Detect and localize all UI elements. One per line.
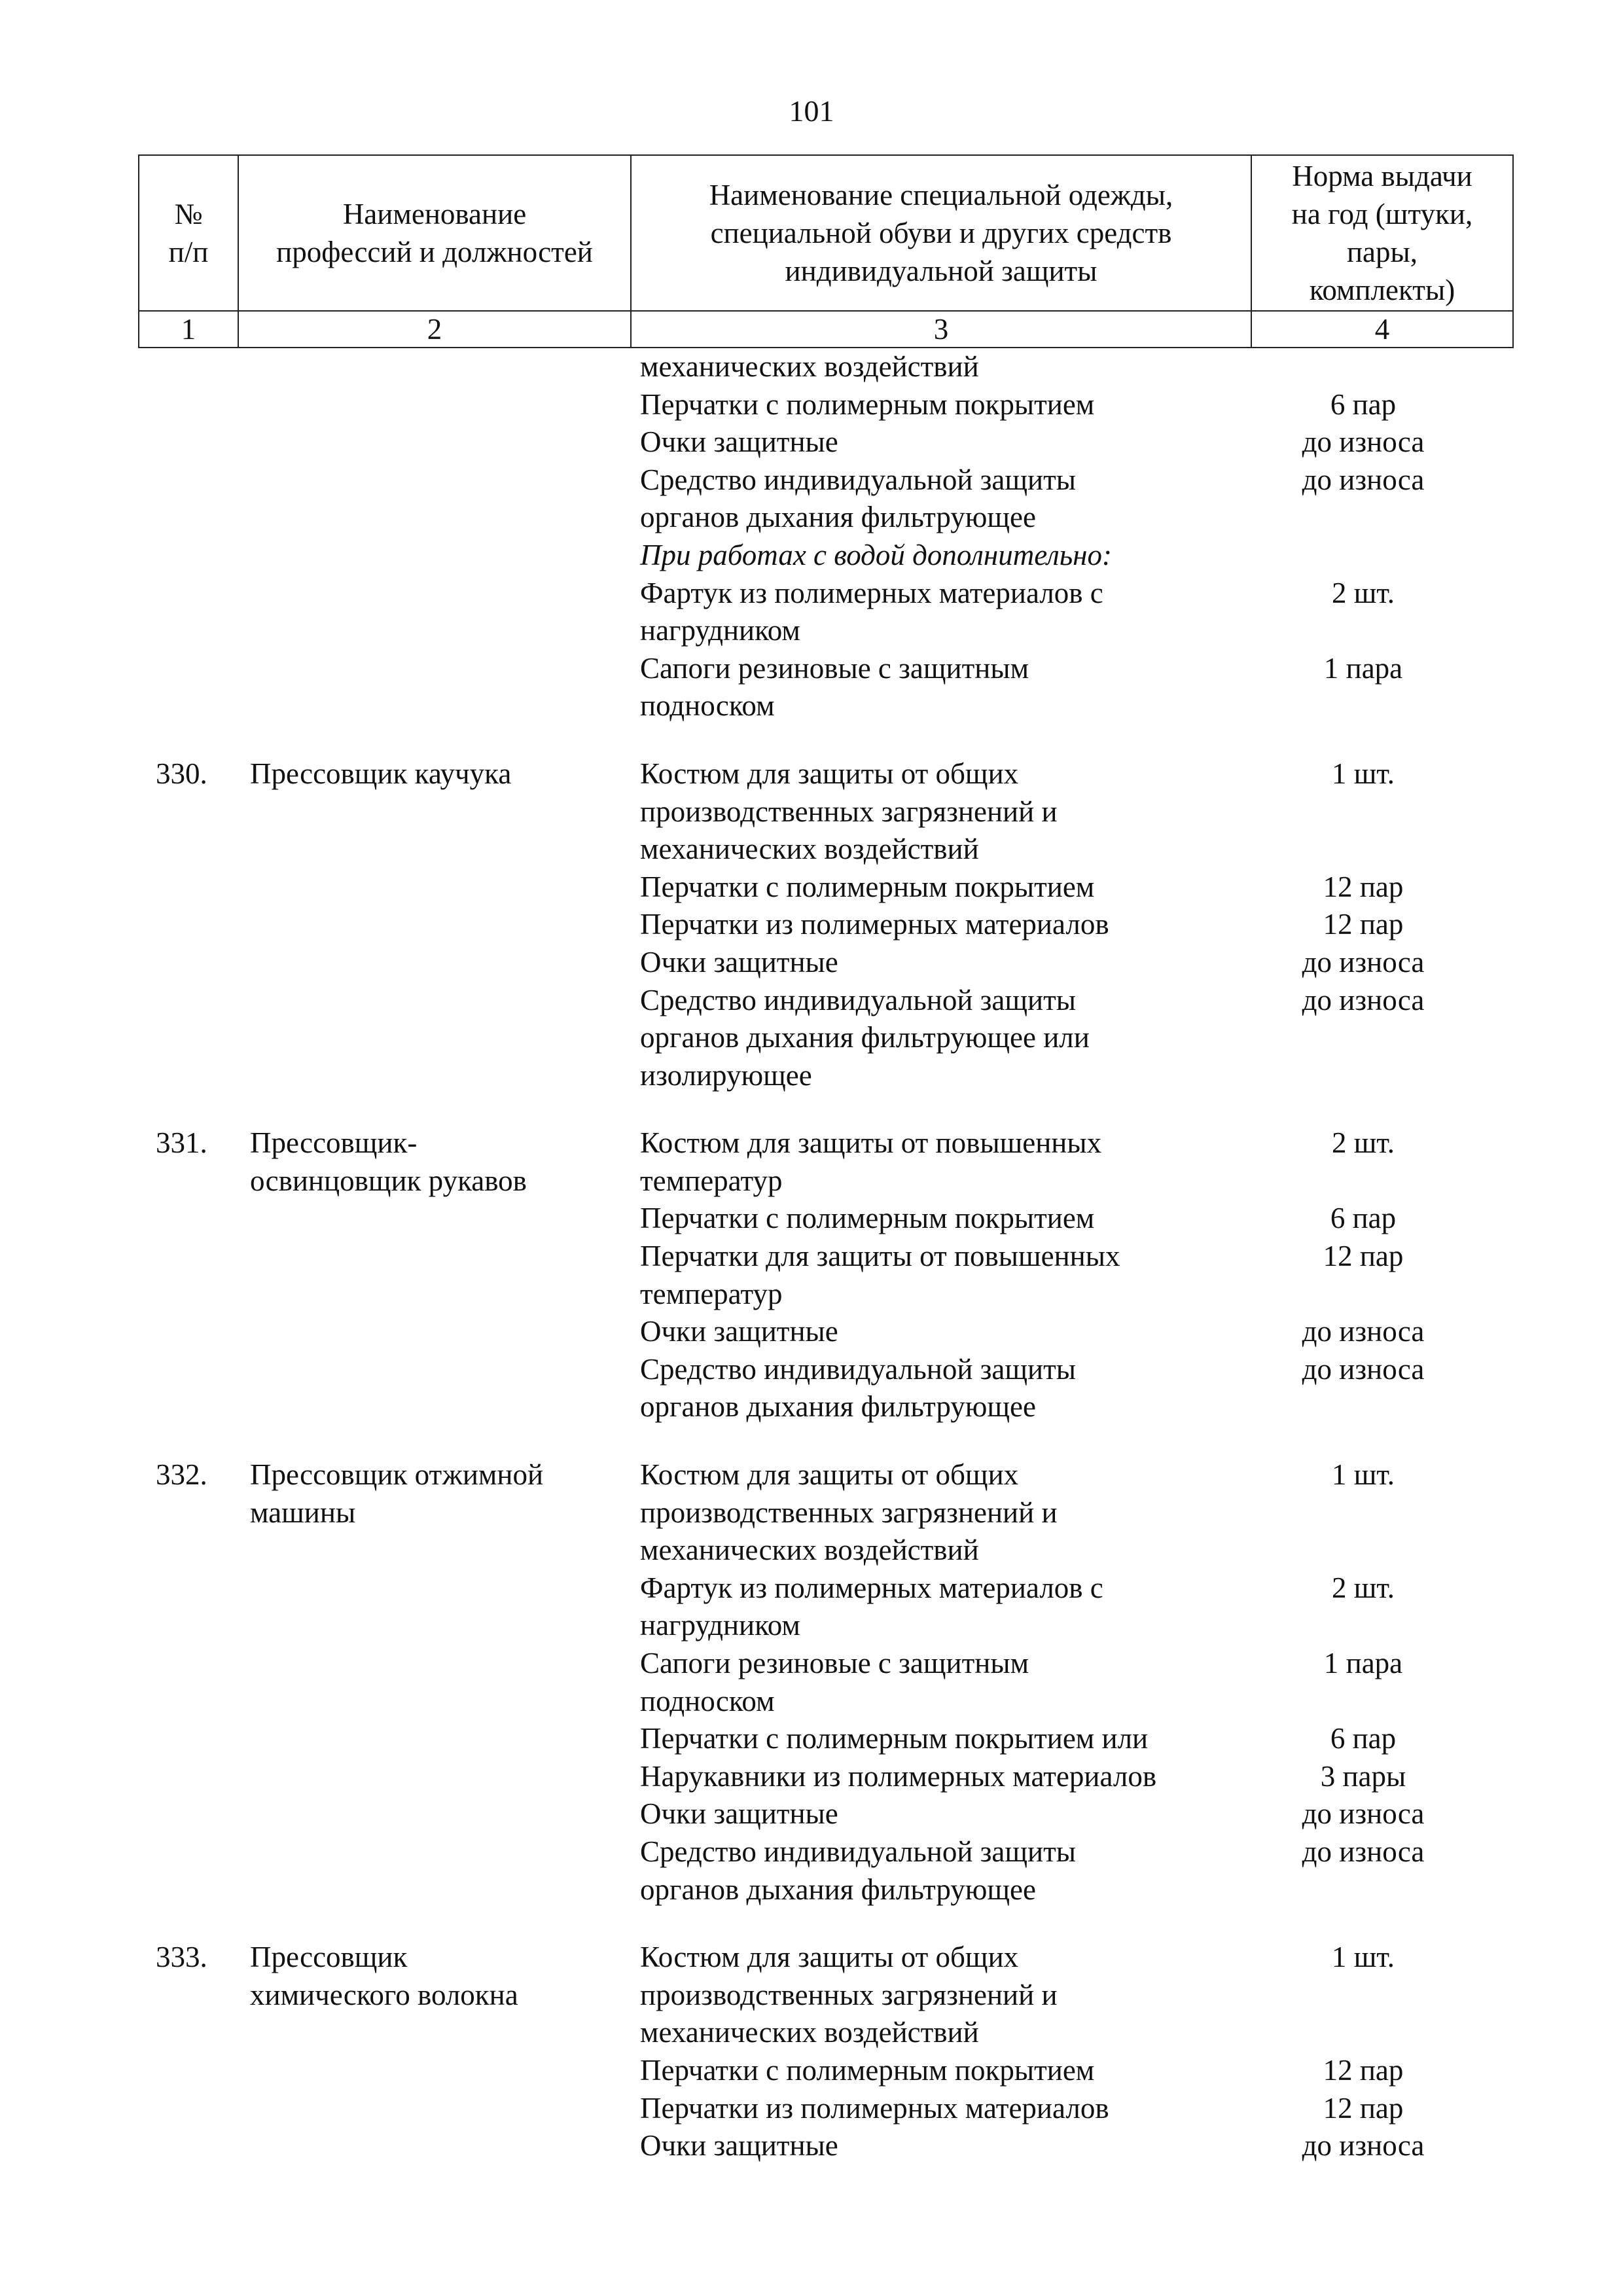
- issue-norm: 12 пар: [1323, 2053, 1404, 2087]
- equipment-list: [640, 755, 1623, 1094]
- issue-norm: 1 шт.: [1332, 1941, 1395, 1974]
- equipment-item: [640, 1758, 1478, 1796]
- table-body: [0, 348, 1623, 2165]
- issue-norm: [1249, 348, 1478, 386]
- equipment-item: [640, 755, 1478, 869]
- issue-norm: до износа: [1302, 1797, 1425, 1831]
- header-text-line: на год (штуки,: [1291, 198, 1473, 230]
- equipment-name: [640, 944, 1249, 982]
- equipment-name: [640, 982, 1249, 1095]
- issue-norm: 2 шт.: [1332, 576, 1395, 609]
- issue-norm: до износа: [1302, 2129, 1425, 2162]
- issue-norm: 1 пара: [1323, 1647, 1403, 1679]
- header-text-line: Норма выдачи: [1292, 160, 1472, 192]
- equipment-name-line: производственных загрязнений и: [640, 1496, 1058, 1529]
- equipment-name-line: Сапоги резиновые с защитным: [640, 1647, 1029, 1679]
- equipment-item: [640, 1200, 1478, 1238]
- column-number: 1: [139, 311, 238, 348]
- issue-norm: 2 шт.: [1332, 1571, 1395, 1604]
- equipment-item: [640, 1124, 1478, 1200]
- issue-norm: до износа: [1302, 1835, 1425, 1868]
- equipment-name-line: Очки защитные: [640, 425, 838, 459]
- equipment-item: [640, 1313, 1478, 1351]
- equipment-item: [640, 1833, 1478, 1909]
- header-text-line: специальной обуви и других средств: [710, 217, 1172, 249]
- issue-norm: до износа: [1302, 983, 1425, 1016]
- issue-norm: 12 пар: [1323, 1240, 1404, 1273]
- equipment-name-line: Костюм для защиты от общих: [640, 1941, 1019, 1974]
- equipment-name: [640, 1124, 1249, 1200]
- equipment-name: [640, 423, 1249, 461]
- header-text-line: комплекты): [1309, 274, 1455, 306]
- equipment-name: [640, 1351, 1249, 1426]
- page-number: 101: [789, 94, 834, 128]
- table-row: [0, 755, 1623, 1094]
- equipment-item: [640, 2052, 1478, 2090]
- equipment-name: [640, 348, 1249, 386]
- equipment-name-line: механических воздействий: [640, 1534, 979, 1567]
- equipment-name-line: Средство индивидуальной защиты: [640, 1835, 1077, 1868]
- equipment-name-line: Средство индивидуальной защиты: [640, 1352, 1077, 1386]
- column-number: 4: [1251, 311, 1513, 348]
- header-text-line: пары,: [1346, 236, 1418, 268]
- equipment-list: [640, 1456, 1623, 1909]
- issue-norm: 12 пар: [1323, 870, 1404, 903]
- equipment-name-line: Перчатки с полимерным покрытием: [640, 1202, 1095, 1235]
- column-number-row: [139, 311, 1513, 348]
- header-col-equipment: [631, 155, 1251, 311]
- equipment-name: [640, 1570, 1249, 1645]
- equipment-item: [640, 1238, 1478, 1313]
- profession-name: [250, 1124, 603, 1200]
- profession-line: Прессовщик-: [250, 1126, 418, 1160]
- issue-norm: 6 пар: [1330, 1202, 1397, 1235]
- equipment-name: [640, 906, 1249, 944]
- equipment-name: [640, 1645, 1249, 1720]
- issue-norm: 2 шт.: [1332, 1126, 1395, 1160]
- issue-norm: 1 шт.: [1332, 1458, 1395, 1492]
- equipment-name-line: Фартук из полимерных материалов с: [640, 1571, 1103, 1604]
- header-row: [139, 155, 1513, 311]
- equipment-name-line: механических воздействий: [640, 833, 979, 866]
- equipment-name: [640, 1939, 1249, 2052]
- equipment-name-line: Перчатки с полимерным покрытием: [640, 387, 1095, 421]
- issue-norm: до износа: [1302, 1352, 1425, 1386]
- row-number: 332.: [156, 1458, 207, 1492]
- equipment-name: [640, 2127, 1249, 2165]
- profession-name: [250, 755, 603, 793]
- equipment-name-line: подноском: [640, 1684, 775, 1717]
- equipment-name-line: производственных загрязнений и: [640, 1978, 1058, 2011]
- equipment-item: [640, 1720, 1478, 1758]
- equipment-item: [640, 423, 1478, 461]
- table-row: [0, 1939, 1623, 2165]
- equipment-name-line: температур: [640, 1164, 783, 1197]
- profession-name: [250, 1456, 603, 1532]
- equipment-name: [640, 1313, 1249, 1351]
- equipment-name-line: Перчатки из полимерных материалов: [640, 908, 1109, 941]
- equipment-name-line: органов дыхания фильтрующее или: [640, 1021, 1090, 1054]
- column-number: 3: [631, 311, 1251, 348]
- equipment-item: [640, 1939, 1478, 2052]
- equipment-item: [640, 348, 1478, 386]
- equipment-name-line: органов дыхания фильтрующее: [640, 1390, 1036, 1424]
- equipment-name: [640, 575, 1249, 650]
- issue-norm: 3 пары: [1320, 1759, 1406, 1793]
- equipment-name: [640, 1456, 1249, 1570]
- row-number: 330.: [156, 757, 207, 790]
- equipment-name: [640, 650, 1249, 725]
- equipment-name-line: производственных загрязнений и: [640, 795, 1058, 828]
- header-col-profession: [238, 155, 631, 311]
- equipment-name-line: Фартук из полимерных материалов с: [640, 576, 1103, 609]
- equipment-name-line: Костюм для защиты от общих: [640, 757, 1019, 790]
- equipment-name: [640, 537, 1249, 575]
- equipment-name-line: органов дыхания фильтрующее: [640, 501, 1036, 534]
- equipment-name-line: При работах с водой дополнительно:: [640, 538, 1112, 571]
- header-text-line: индивидуальной защиты: [785, 255, 1097, 287]
- profession-line: Прессовщик каучука: [250, 757, 512, 790]
- equipment-item: [640, 1456, 1478, 1570]
- equipment-name-line: органов дыхания фильтрующее: [640, 1873, 1036, 1906]
- equipment-name-line: Перчатки из полимерных материалов: [640, 2091, 1109, 2125]
- profession-line: машины: [250, 1496, 356, 1529]
- row-number: 331.: [156, 1126, 207, 1160]
- equipment-item: [640, 1570, 1478, 1645]
- equipment-name: [640, 461, 1249, 537]
- profession-line: химического волокна: [250, 1978, 518, 2011]
- equipment-name-line: механических воздействий: [640, 2016, 979, 2049]
- equipment-item: [640, 944, 1478, 982]
- equipment-item: [640, 2090, 1478, 2128]
- equipment-name-line: Костюм для защиты от повышенных: [640, 1126, 1102, 1160]
- equipment-name-line: Перчатки с полимерным покрытием или: [640, 1722, 1149, 1755]
- issue-norm: 6 пар: [1330, 1722, 1397, 1755]
- equipment-item: [640, 650, 1478, 725]
- header-text-line: профессий и должностей: [276, 236, 593, 268]
- equipment-item: [640, 2127, 1478, 2165]
- equipment-name-line: Очки защитные: [640, 945, 838, 978]
- issue-norm: до износа: [1302, 945, 1425, 978]
- table-row: [0, 348, 1623, 725]
- table-header: [138, 154, 1514, 348]
- table-row: [0, 1124, 1623, 1426]
- equipment-name: [640, 1720, 1249, 1758]
- equipment-item: [640, 1645, 1478, 1720]
- profession-line: Прессовщик: [250, 1941, 408, 1974]
- header-text-line: №: [174, 198, 203, 230]
- equipment-list: [640, 1124, 1623, 1426]
- equipment-name-line: Перчатки с полимерным покрытием: [640, 870, 1095, 903]
- equipment-item: [640, 869, 1478, 906]
- issue-norm: 6 пар: [1330, 387, 1397, 421]
- equipment-name: [640, 1833, 1249, 1909]
- equipment-name-line: нагрудником: [640, 614, 800, 647]
- equipment-name-line: изолирующее: [640, 1058, 812, 1092]
- equipment-name: [640, 2052, 1249, 2090]
- equipment-name: [640, 869, 1249, 906]
- issue-norm: 12 пар: [1323, 2091, 1404, 2125]
- equipment-name: [640, 1200, 1249, 1238]
- equipment-list: [640, 348, 1623, 725]
- equipment-name-line: Нарукавники из полимерных материалов: [640, 1759, 1157, 1793]
- equipment-name-line: Очки защитные: [640, 2129, 838, 2162]
- equipment-name-line: температур: [640, 1277, 783, 1310]
- header-text-line: п/п: [168, 236, 209, 268]
- issue-norm: 1 пара: [1323, 651, 1403, 685]
- equipment-name-line: Средство индивидуальной защиты: [640, 463, 1077, 496]
- equipment-name-line: Костюм для защиты от общих: [640, 1458, 1019, 1492]
- equipment-name-line: Очки защитные: [640, 1797, 838, 1831]
- equipment-item: [640, 1351, 1478, 1426]
- equipment-name-line: подноском: [640, 689, 775, 723]
- equipment-name-line: Перчатки с полимерным покрытием: [640, 2053, 1095, 2087]
- equipment-name: [640, 1795, 1249, 1833]
- equipment-item: [640, 1795, 1478, 1833]
- header-text-line: Наименование: [342, 198, 527, 230]
- header-col-number: [139, 155, 238, 311]
- issue-norm: 12 пар: [1323, 908, 1404, 941]
- equipment-item: [640, 906, 1478, 944]
- profession-name: [250, 1939, 603, 2014]
- equipment-item: [640, 982, 1478, 1095]
- equipment-name: [640, 386, 1249, 424]
- issue-norm: до износа: [1302, 463, 1425, 496]
- issue-norm: [1249, 537, 1478, 575]
- header-text-line: Наименование специальной одежды,: [709, 179, 1173, 211]
- issue-norm: до износа: [1302, 1315, 1425, 1348]
- equipment-name: [640, 755, 1249, 869]
- profession-line: освинцовщик рукавов: [250, 1164, 527, 1197]
- equipment-item: [640, 461, 1478, 537]
- equipment-name-line: Сапоги резиновые с защитным: [640, 651, 1029, 685]
- condition-note: [640, 537, 1478, 575]
- equipment-item: [640, 386, 1478, 424]
- profession-line: Прессовщик отжимной: [250, 1458, 544, 1492]
- issue-norm: 1 шт.: [1332, 757, 1395, 790]
- equipment-name-line: нагрудником: [640, 1609, 800, 1642]
- equipment-name-line: Перчатки для защиты от повышенных: [640, 1240, 1120, 1273]
- header-col-norm: [1251, 155, 1513, 311]
- issue-norm: до износа: [1302, 425, 1425, 459]
- table-row: [0, 1456, 1623, 1909]
- column-number: 2: [238, 311, 631, 348]
- equipment-name-line: Средство индивидуальной защиты: [640, 983, 1077, 1016]
- row-number: 333.: [156, 1941, 207, 1974]
- equipment-name-line: механических воздействий: [640, 350, 979, 383]
- equipment-name: [640, 1758, 1249, 1796]
- equipment-name: [640, 1238, 1249, 1313]
- equipment-list: [640, 1939, 1623, 2165]
- equipment-name: [640, 2090, 1249, 2128]
- equipment-name-line: Очки защитные: [640, 1315, 838, 1348]
- equipment-item: [640, 575, 1478, 650]
